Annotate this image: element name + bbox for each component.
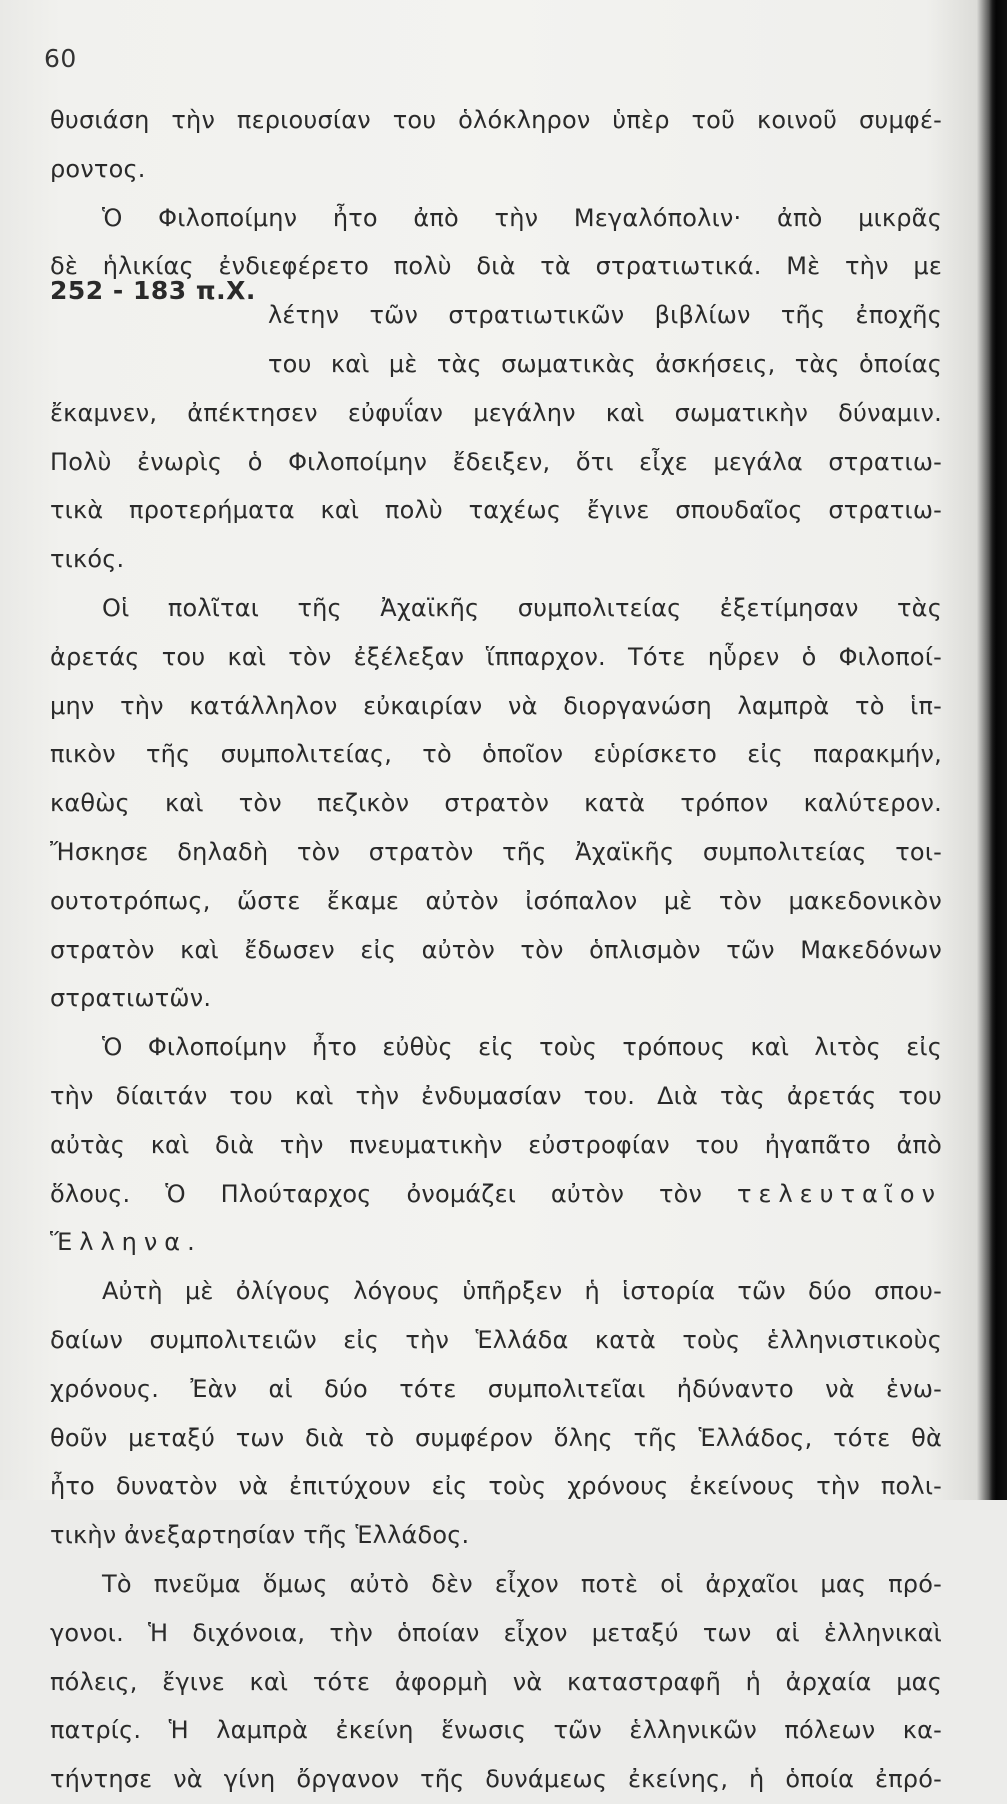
text-line: ροντος. (50, 154, 146, 183)
text-line: ἀρετάς του καὶ τὸν ἐξέλεξαν ἵππαρχον. Τότε ηὗρεν ὁ Φιλοποί- (50, 642, 942, 671)
text-line: πατρίς. Ἡ λαμπρὰ ἐκείνη ἕνωσις τῶν ἑλληνικῶν πόλεων κα- (50, 1716, 942, 1745)
margin-date-note: 252 - 183 π.Χ. (50, 276, 256, 305)
text-line: πόλεις, ἔγινε καὶ τότε ἀφορμὴ νὰ καταστραφῆ ἡ ἀρχαία μας (50, 1667, 942, 1696)
spaced-word: τελευταῖον (737, 1179, 942, 1208)
body-text (50, 96, 942, 1804)
text-line: Οἱ πολῖται τῆς Ἀχαϊκῆς συμπολιτείας ἐξετίμησαν τὰς (102, 593, 942, 622)
text-line: τικὰ προτερήματα καὶ πολὺ ταχέως ἔγινε σπουδαῖος στρατιω- (50, 496, 942, 525)
text-line: Τὸ πνεῦμα ὅμως αὐτὸ δὲν εἶχον ποτὲ οἱ ἀρχαῖοι μας πρό- (102, 1569, 942, 1598)
text-line: χρόνους. Ἐὰν αἱ δύο τότε συμπολιτεῖαι ἠδύναντο νὰ ἑνω- (50, 1374, 942, 1403)
text-line: του καὶ μὲ τὰς σωματικὰς ἀσκήσεις, τὰς ὁποίας (268, 349, 942, 378)
page-number: 60 (44, 44, 77, 73)
text-line: καθὼς καὶ τὸν πεζικὸν στρατὸν κατὰ τρόπον καλύτερον. (50, 789, 942, 818)
text-line: στρατιωτῶν. (50, 984, 212, 1013)
text-line: θυσιάση τὴν περιουσίαν του ὁλόκληρον ὑπὲρ τοῦ κοινοῦ συμφέ- (50, 106, 942, 134)
text-line: τήντησε νὰ γίνη ὄργανον τῆς δυνάμεως ἐκείνης, ἡ ὁποία ἐπρό- (50, 1765, 942, 1794)
text-line: Αὐτὴ μὲ ὀλίγους λόγους ὑπῆρξεν ἡ ἱστορία τῶν δύο σπου- (102, 1277, 942, 1306)
page-edge-shadow (989, 0, 1007, 1500)
text-segment: ὅλους. Ὁ Πλούταρχος ὀνομάζει αὐτὸν τὸν (50, 1179, 703, 1208)
text-line: τικός. (50, 545, 125, 574)
text-line: γονοι. Ἡ διχόνοια, τὴν ὁποίαν εἶχον μεταξύ των αἱ ἑλληνικαὶ (50, 1618, 942, 1647)
text-line: Ὁ Φιλοποίμην ἦτο εὐθὺς εἰς τοὺς τρόπους καὶ λιτὸς εἰς (102, 1033, 942, 1062)
spaced-word-line: Ἕλληνα. (50, 1228, 202, 1257)
text-line: ἦτο δυνατὸν νὰ ἐπιτύχουν εἰς τοὺς χρόνους ἐκείνους τὴν πολι- (50, 1472, 942, 1501)
text-line: πικὸν τῆς συμπολιτείας, τὸ ὁποῖον εὑρίσκετο εἰς παρακμήν, (50, 740, 942, 769)
text-line: ἔκαμνεν, ἀπέκτησεν εὐφυΐαν μεγάλην καὶ σωματικὴν δύναμιν. (50, 398, 942, 427)
text-line: αὐτὰς καὶ διὰ τὴν πνευματικὴν εὐστροφίαν του ἠγαπᾶτο ἀπὸ (50, 1130, 942, 1159)
text-line: δὲ ἡλικίας ἐνδιεφέρετο πολὺ διὰ τὰ στρατιωτικά. Μὲ τὴν με (50, 252, 942, 281)
text-line: Πολὺ ἐνωρὶς ὁ Φιλοποίμην ἔδειξεν, ὅτι εἶχε μεγάλα στρατιω- (50, 447, 942, 476)
text-line: λέτην τῶν στρατιωτικῶν βιβλίων τῆς ἐποχῆς (268, 301, 942, 330)
text-line: τὴν δίαιτάν του καὶ τὴν ἐνδυμασίαν του. Διὰ τὰς ἀρετάς του (50, 1081, 942, 1110)
text-line: τικὴν ἀνεξαρτησίαν τῆς Ἑλλάδος. (50, 1521, 470, 1550)
text-line: ουτοτρόπως, ὥστε ἔκαμε αὐτὸν ἰσόπαλον μὲ τὸν μακεδονικὸν (50, 886, 942, 915)
text-line: μην τὴν κατάλληλον εὐκαιρίαν νὰ διοργανώση λαμπρὰ τὸ ἱπ- (50, 691, 942, 720)
text-line-with-spaced-word (50, 1170, 942, 1219)
text-line: θοῦν μεταξύ των διὰ τὸ συμφέρον ὅλης τῆς Ἑλλάδος, τότε θὰ (50, 1423, 942, 1452)
text-line: στρατὸν καὶ ἔδωσεν εἰς αὐτὸν τὸν ὁπλισμὸν τῶν Μακεδόνων (50, 935, 942, 964)
text-line: Ὁ Φιλοποίμην ἦτο ἀπὸ τὴν Μεγαλόπολιν· ἀπὸ μικρᾶς (102, 203, 942, 232)
text-line: Ἤσκησε δηλαδὴ τὸν στρατὸν τῆς Ἀχαϊκῆς συμπολιτείας τοι- (50, 837, 942, 866)
text-line: δαίων συμπολιτειῶν εἰς τὴν Ἑλλάδα κατὰ τοὺς ἑλληνιστικοὺς (50, 1325, 942, 1354)
